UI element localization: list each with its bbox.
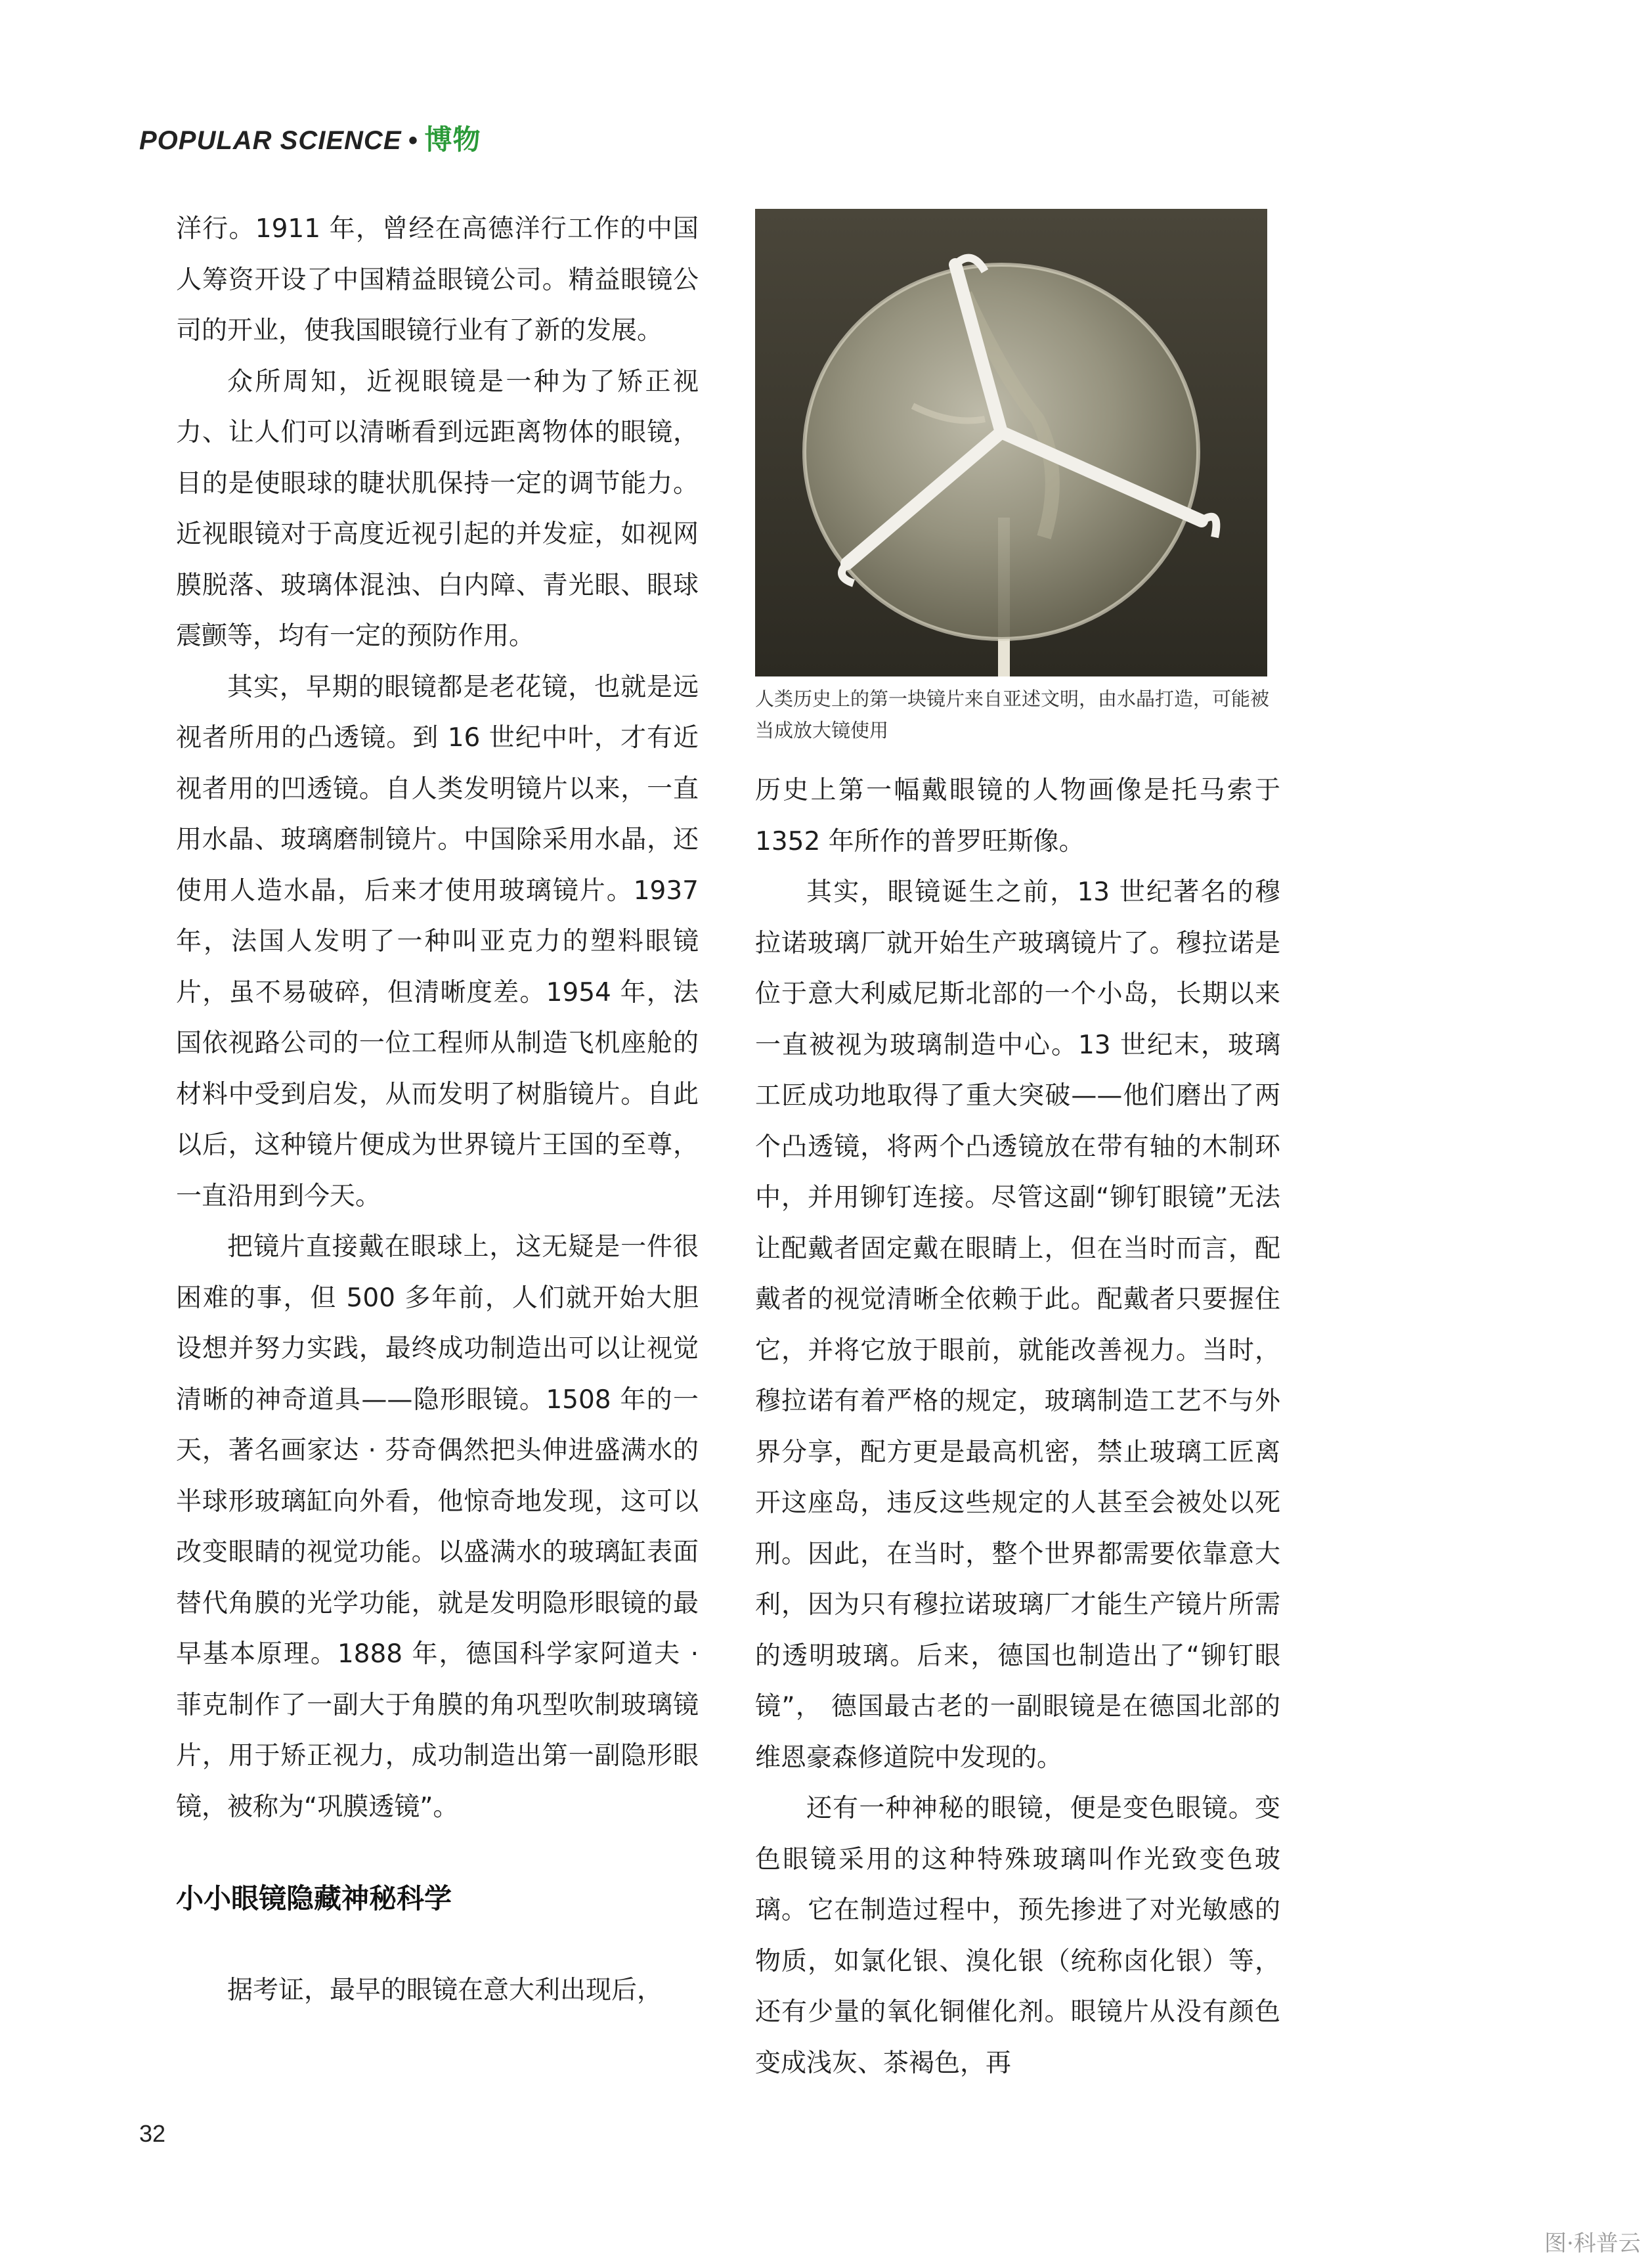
paragraph: 众所周知，近视眼镜是一种为了矫正视力、让人们可以清晰看到远距离物体的眼镜，目的是使眼球的睫状肌保持一定的调节能力。近视眼镜对于高度近视引起的并发症，如视网膜脱落、玻璃体混浊、白内障、青光眼、眼球震颤等，均有一定的预防作用。 <box>176 366 699 651</box>
crystal-lens-illustration <box>755 209 1267 676</box>
left-column <box>176 204 699 2016</box>
paragraph: 还有一种神秘的眼镜，便是变色眼镜。变色眼镜采用的这种特殊玻璃叫作光致变色玻璃。它在制造过程中，预先掺进了对光敏感的物质，如氯化银、溴化银（统称卤化银）等，还有少量的氧化铜催化剂。眼镜片从没有颜色变成浅灰、茶褐色，再 <box>755 1794 1280 2078</box>
paragraph: 把镜片直接戴在眼球上，这无疑是一件很困难的事，但 500 多年前，人们就开始大胆设想并努力实践，最终成功制造出可以让视觉清晰的神奇道具——隐形眼镜。1508 年的一天，著名画家达 · 芬奇偶然把头伸进盛满水的半球形玻璃缸向外看，他惊奇地发现，这可以改变眼睛的视觉功能。以盛满水的玻璃缸表面替代角膜的光学功能，就是发明隐形眼镜的最早基本原理。1888 年，德国科学家阿道夫 · 菲克制作了一副大于角膜的角巩型吹制玻璃镜片，用于矫正视力，成功制造出第一副隐形眼镜，被称为“巩膜透镜”。 <box>176 1232 699 1822</box>
paragraph: 其实，眼镜诞生之前，13 世纪著名的穆拉诺玻璃厂就开始生产玻璃镜片了。穆拉诺是位于意大利威尼斯北部的一个小岛，长期以来一直被视为玻璃制造中心。13 世纪末，玻璃工匠成功地取得了重大突破——他们磨出了两个凸透镜，将两个凸透镜放在带有轴的木制环中，并用铆钉连接。尽管这副“铆钉眼镜”无法让配戴者固定戴在眼睛上，但在当时而言，配戴者的视觉清晰全依赖于此。配戴者只要握住它，并将它放于眼前，就能改善视力。当时，穆拉诺有着严格的规定，玻璃制造工艺不与外界分享，配方更是最高机密，禁止玻璃工匠离开这座岛，违反这些规定的人甚至会被处以死刑。因此，在当时，整个世界都需要依靠意大利，因为只有穆拉诺玻璃厂才能生产镜片所需的透明玻璃。后来，德国也制造出了“铆钉眼镜”， 德国最古老的一副眼镜是在德国北部的维恩豪森修道院中发现的。 <box>755 877 1280 1773</box>
section-heading: 小小眼镜隐藏神秘科学 <box>176 1882 452 1915</box>
crystal-lens-photo <box>755 209 1267 676</box>
paragraph: 其实，早期的眼镜都是老花镜，也就是远视者所用的凸透镜。到 16 世纪中叶，才有近视者用的凹透镜。自人类发明镜片以来，一直用水晶、玻璃磨制镜片。中国除采用水晶，还使用人造水晶，后来才使用玻璃镜片。1937 年，法国人发明了一种叫亚克力的塑料眼镜片，虽不易破碎，但清晰度差。1954 年，法国依视路公司的一位工程师从制造飞机座舱的材料中受到启发，从而发明了树脂镜片。自此以后，这种镜片便成为世界镜片王国的至尊，一直沿用到今天。 <box>176 672 699 1211</box>
right-column <box>755 765 1280 2089</box>
paragraph: 历史上第一幅戴眼镜的人物画像是托马索于1352 年所作的普罗旺斯像。 <box>755 776 1280 856</box>
magazine-header <box>139 118 481 158</box>
section-name: 博物 <box>424 124 481 155</box>
figure-caption: 人类历史上的第一块镜片来自亚述文明，由水晶打造，可能被当成放大镜使用 <box>755 688 1270 742</box>
header-separator: • <box>408 126 418 155</box>
paragraph: 洋行。1911 年，曾经在高德洋行工作的中国人筹资开设了中国精益眼镜公司。精益眼镜公司的开业，使我国眼镜行业有了新的发展。 <box>176 214 699 345</box>
magazine-title: POPULAR SCIENCE <box>139 126 402 155</box>
watermark-text: 图·科普云 <box>1544 2230 1641 2257</box>
paragraph: 据考证，最早的眼镜在意大利出现后， <box>227 1975 663 2005</box>
page-number: 32 <box>139 2120 166 2147</box>
